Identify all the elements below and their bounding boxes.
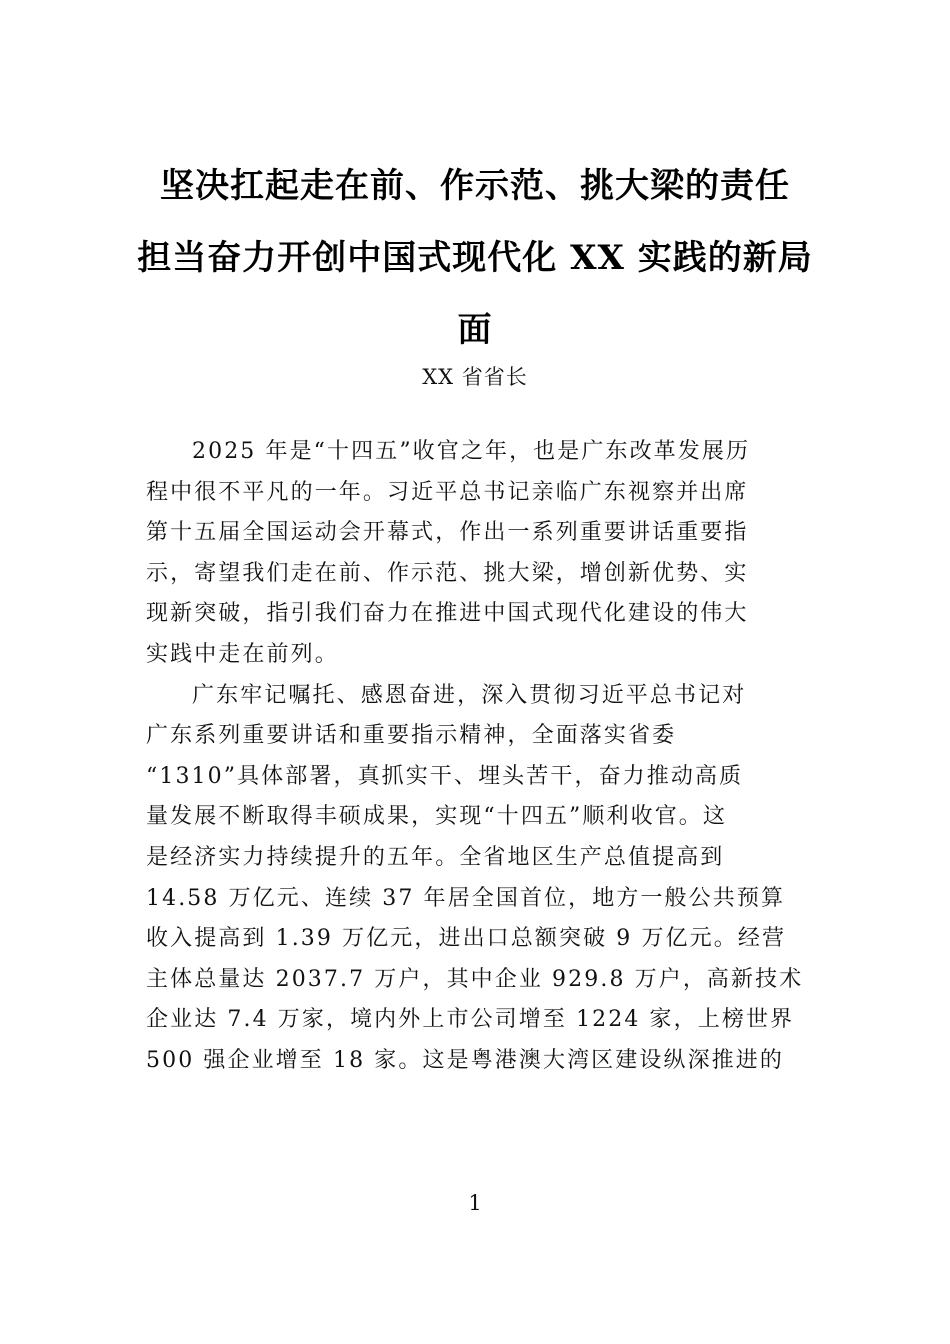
body-line: 广东系列重要讲话和重要指示精神，全面落实省委 <box>146 723 677 749</box>
body-line: 500 强企业增至 18 家。这是粤港澳大湾区建设纵深推进的 <box>146 1047 784 1073</box>
body-line: 广东牢记嘱托、感恩奋进，深入贯彻习近平总书记对 <box>192 682 747 708</box>
body-line: 程中很不平凡的一年。习近平总书记亲临广东视察并出席 <box>146 479 749 505</box>
body-line: 收入提高到 1.39 万亿元，进出口总额突破 9 万亿元。经营 <box>146 926 787 952</box>
page-number: 1 <box>468 1191 482 1215</box>
body-line: 主体总量达 2037.7 万户，其中企业 929.8 万户，高新技术 <box>146 966 804 992</box>
body-text <box>146 432 806 1082</box>
body-line: 企业达 7.4 万家，境内外上市公司增至 1224 家，上榜世界 <box>146 1007 795 1033</box>
body-line: 实践中走在前列。 <box>146 641 339 667</box>
author-line: XX 省省长 <box>422 365 528 389</box>
document-title <box>130 150 820 366</box>
title-line-1: 坚决扛起走在前、作示范、挑大梁的责任 <box>160 166 790 206</box>
body-line: “1310”具体部署，真抓实干、埋头苦干，奋力推动高质 <box>146 763 744 789</box>
body-line: 14.58 万亿元、连续 37 年居全国首位，地方一般公共预算 <box>146 885 786 911</box>
body-line: 2025 年是“十四五”收官之年，也是广东改革发展历 <box>192 439 751 464</box>
title-line-3: 面 <box>457 310 493 350</box>
title-line-2: 担当奋力开创中国式现代化 XX 实践的新局 <box>137 238 813 278</box>
body-line: 现新突破，指引我们奋力在推进中国式现代化建设的伟大 <box>146 601 749 627</box>
body-line: 第十五届全国运动会开幕式，作出一系列重要讲话重要指 <box>146 520 749 546</box>
body-line: 示，寄望我们走在前、作示范、挑大梁，增创新优势、实 <box>146 560 749 586</box>
body-line: 量发展不断取得丰硕成果，实现“十四五”顺利收官。这 <box>146 804 727 830</box>
body-line: 是经济实力持续提升的五年。全省地区生产总值提高到 <box>146 844 725 870</box>
